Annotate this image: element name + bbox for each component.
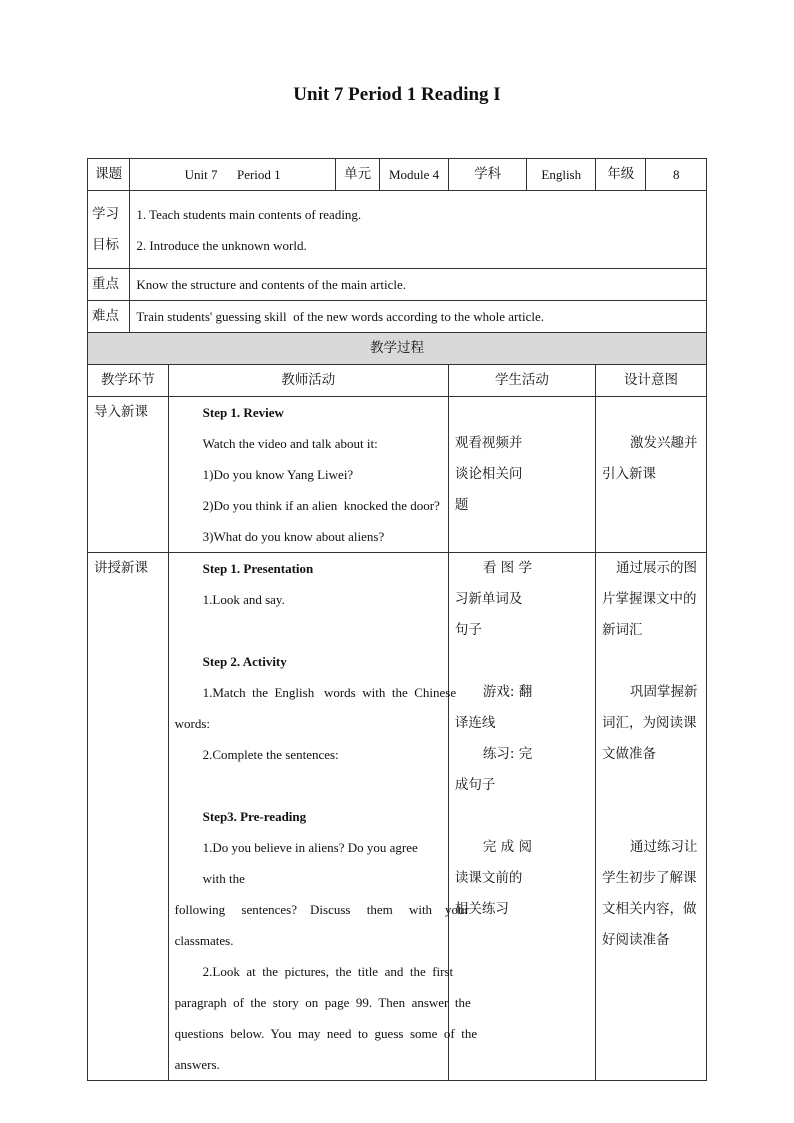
teach-student-s1-3: 句子 [454,622,482,638]
teach-step2-line2: 2.Complete the sentences: [202,747,339,762]
teach-step3-p2d: answers. [174,1057,220,1072]
objectives-label-1: 学习 [92,205,119,222]
intro-step: Step 1. Review [202,405,284,420]
teach-intent-i1-1: 通过展示的图 [616,560,698,576]
objectives-value [130,191,707,269]
teach-step3: Step3. Pre-reading [202,809,307,824]
danyuan-label: 单元 [335,159,379,191]
objectives-row [88,191,707,269]
teach-intent-i2-3: 文做准备 [602,746,657,762]
objectives-label [88,191,130,269]
teach-intent-i2-2: 词汇，为阅读课 [602,715,697,731]
teach-intent-i3-1: 通过练习让 [630,839,698,855]
lesson-plan-table [87,158,707,1081]
teach-student-s2-1: 游戏: 翻 [482,684,533,700]
column-header-row [88,365,707,397]
teach-step3-p2c: questions below. You may need to guess some of the [174,1026,478,1041]
teach-step3-p1c: classmates. [174,933,234,948]
difficulty-label: 难点 [88,301,130,333]
teach-step3-p2b: paragraph of the story on page 99. Then answer the [174,995,471,1010]
difficulty-value: Train students' guessing skill of the new words according to the whole article. [130,301,707,333]
intro-intent [596,397,707,553]
teach-step3-p1a: 1.Do you believe in aliens? Do you agree with the [202,840,418,886]
teach-intent-i1-3: 新词汇 [602,622,643,638]
column-intent: 设计意图 [596,365,707,397]
teach-student-s3-3: 相关练习 [454,901,509,917]
teach-step2-line1b: words: [174,716,211,731]
header-row [88,159,707,191]
teach-intent-i3-4: 好阅读准备 [602,932,670,948]
teach-student-s1-2: 习新单词及 [454,591,523,607]
teach-student-s2-2: 译连线 [454,715,496,731]
teach-intent [596,553,707,1081]
teach-student-s1-1: 看 图 学 [482,560,532,576]
process-header-row [88,333,707,365]
teach-intent-i3-3: 文相关内容，做 [602,901,697,917]
intro-line-3: 2)Do you think if an alien knocked the door? [202,498,440,513]
danyuan-value: Module 4 [380,159,449,191]
process-header: 教学过程 [88,333,707,365]
intro-student-1: 观看视频并 [454,435,523,451]
xueke-label: 学科 [448,159,527,191]
intro-student [448,397,595,553]
intro-line-4: 3)What do you know about aliens? [202,529,385,544]
teach-student-s2-3: 练习: 完 [482,746,533,762]
intro-line-2: 1)Do you know Yang Liwei? [202,467,354,482]
teach-student-s3-1: 完 成 阅 [482,839,532,855]
key-point-row [88,269,707,301]
intro-row [88,397,707,553]
teach-student-s2-4: 成句子 [454,777,496,793]
nianji-label: 年级 [596,159,646,191]
column-stage: 教学环节 [88,365,169,397]
teach-step2-line1a: 1.Match the English words with the Chinese [202,685,457,700]
page-title: Unit 7 Period 1 Reading I [293,84,501,105]
teach-step3-p1b: following sentences? Discuss them with your [174,902,469,917]
teach-stage: 讲授新课 [88,553,169,1081]
teach-intent-i3-2: 学生初步了解课 [602,870,697,886]
intro-intent-1: 激发兴趣并 [630,435,698,451]
xueke-value: English [527,159,596,191]
teach-row [88,553,707,1081]
teach-student-s3-2: 读课文前的 [454,870,523,886]
column-teacher: 教师活动 [168,365,448,397]
intro-intent-2: 引入新课 [602,466,657,482]
objective-item-1: 1. Teach students main contents of reading. [136,206,362,222]
intro-student-3: 题 [454,497,469,513]
teach-step2: Step 2. Activity [202,654,287,669]
column-student: 学生活动 [448,365,595,397]
difficulty-row [88,301,707,333]
teach-intent-i2-1: 巩固掌握新 [630,684,698,700]
intro-line-1: Watch the video and talk about it: [202,436,378,451]
keti-value: Unit 7 Period 1 [130,159,336,191]
key-point-value: Know the structure and contents of the main article. [130,269,707,301]
teach-intent-i1-2: 片掌握课文中的 [602,591,697,607]
teach-step1: Step 1. Presentation [202,561,314,576]
teach-step3-p2a: 2.Look at the pictures, the title and the first [202,964,454,979]
objectives-label-2: 目标 [92,236,119,253]
teach-step1-line: 1.Look and say. [202,592,285,607]
keti-label: 课题 [88,159,130,191]
key-point-label: 重点 [88,269,130,301]
intro-teacher [168,397,448,553]
objective-item-2: 2. Introduce the unknown world. [136,237,307,253]
intro-stage: 导入新课 [88,397,169,553]
intro-student-2: 谈论相关问 [454,466,523,482]
nianji-value: 8 [646,159,707,191]
